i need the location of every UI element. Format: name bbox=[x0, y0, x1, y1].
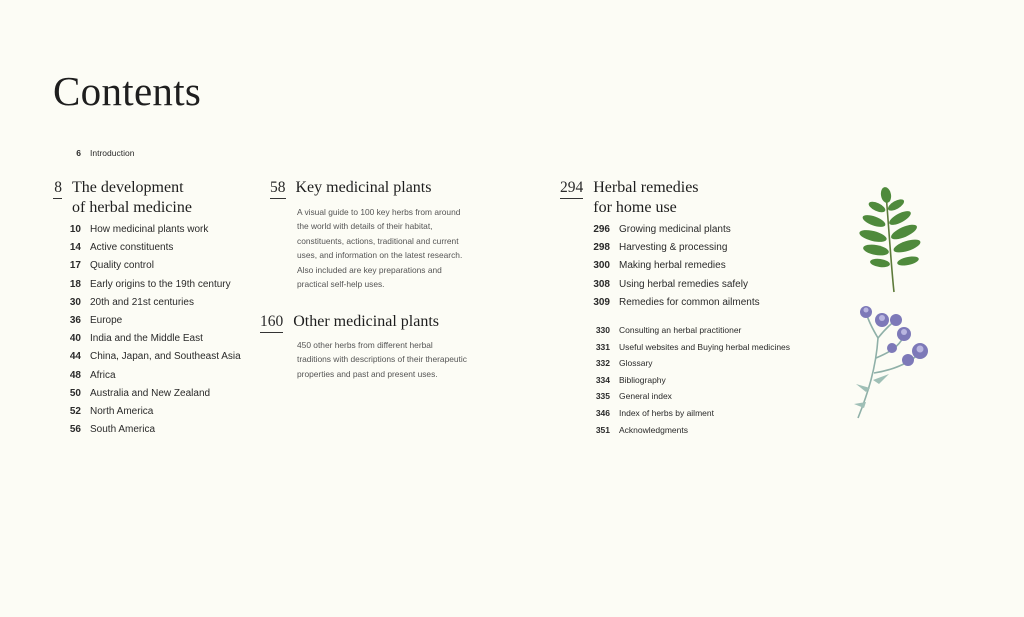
section-remedies-heading[interactable] bbox=[560, 178, 699, 217]
entry-label: Early origins to the 19th century bbox=[90, 278, 231, 290]
contents-entry[interactable] bbox=[593, 221, 760, 239]
entry-page-number: 296 bbox=[593, 224, 610, 235]
entry-page-number: 346 bbox=[595, 407, 610, 418]
entry-label: Africa bbox=[90, 369, 116, 381]
entry-page-number: 330 bbox=[595, 325, 610, 335]
contents-entry[interactable] bbox=[593, 422, 790, 439]
entry-label: General index bbox=[619, 391, 672, 402]
contents-entry[interactable] bbox=[53, 330, 241, 348]
entry-page-number: 30 bbox=[69, 296, 81, 308]
contents-entry[interactable] bbox=[53, 239, 241, 257]
entry-label: How medicinal plants work bbox=[90, 224, 209, 235]
entry-page-number: 50 bbox=[69, 387, 81, 399]
section-title: Herbal remedies for home use bbox=[593, 179, 699, 216]
entry-page-number: 18 bbox=[69, 278, 81, 290]
contents-entry[interactable] bbox=[593, 372, 790, 389]
intro-entry[interactable] bbox=[53, 148, 134, 158]
section-title: Other medicinal plants bbox=[293, 313, 439, 330]
description-line: traditions with descriptions of their therapeutic bbox=[297, 354, 467, 365]
entry-label: Using herbal remedies safely bbox=[619, 278, 748, 290]
entry-page-number: 17 bbox=[69, 260, 81, 272]
contents-entry[interactable] bbox=[53, 367, 241, 385]
sea-holly-illustration bbox=[848, 298, 938, 423]
contents-entry[interactable] bbox=[53, 257, 241, 275]
contents-entry[interactable] bbox=[53, 403, 241, 421]
contents-entry[interactable] bbox=[53, 221, 241, 239]
development-entry-list bbox=[53, 221, 241, 439]
contents-entry[interactable] bbox=[53, 348, 241, 366]
remedies-entry-list bbox=[593, 221, 760, 312]
section-development-heading[interactable] bbox=[53, 178, 192, 217]
entry-label: Australia and New Zealand bbox=[90, 387, 211, 399]
intro-page-number: 6 bbox=[76, 148, 81, 158]
contents-entry[interactable] bbox=[593, 355, 790, 372]
entry-page-number: 309 bbox=[593, 296, 610, 308]
section-page-number: 294 bbox=[560, 178, 583, 199]
section-page-number: 58 bbox=[270, 178, 286, 199]
entry-label: China, Japan, and Southeast Asia bbox=[90, 351, 241, 363]
description-line: uses, and information on the latest research. bbox=[297, 250, 463, 261]
entry-label: Useful websites and Buying herbal medicines bbox=[619, 341, 791, 352]
contents-entry[interactable] bbox=[593, 388, 790, 405]
section-page-number: 160 bbox=[260, 312, 283, 333]
entry-page-number: 308 bbox=[593, 278, 610, 290]
contents-entry[interactable] bbox=[53, 421, 241, 439]
section-key-plants-heading[interactable] bbox=[270, 178, 431, 199]
description-line: the world with details of their habitat, bbox=[297, 221, 433, 232]
entry-label: Europe bbox=[90, 314, 123, 326]
entry-label: 20th and 21st centuries bbox=[90, 296, 194, 308]
contents-entry[interactable] bbox=[53, 312, 241, 330]
back-matter-entry-list bbox=[593, 322, 790, 438]
entry-label: Acknowledgments bbox=[619, 424, 688, 435]
entry-label: North America bbox=[90, 405, 154, 417]
description-line: 450 other herbs from different herbal bbox=[297, 340, 433, 350]
contents-entry[interactable] bbox=[593, 257, 760, 275]
entry-page-number: 300 bbox=[593, 260, 610, 272]
entry-label: Making herbal remedies bbox=[619, 260, 726, 272]
section-page-number: 8 bbox=[53, 178, 62, 199]
description-line: constituents, actions, traditional and current bbox=[297, 235, 459, 246]
entry-label: India and the Middle East bbox=[90, 333, 203, 345]
entry-page-number: 351 bbox=[595, 424, 610, 435]
intro-label: Introduction bbox=[90, 148, 135, 158]
entry-label: Active constituents bbox=[90, 242, 174, 254]
entry-label: Growing medicinal plants bbox=[619, 224, 731, 235]
entry-label: Remedies for common ailments bbox=[619, 296, 760, 308]
entry-label: Consulting an herbal practitioner bbox=[619, 325, 742, 335]
contents-entry[interactable] bbox=[593, 294, 760, 312]
entry-page-number: 298 bbox=[593, 242, 610, 254]
description-line: A visual guide to 100 key herbs from around bbox=[297, 207, 461, 217]
other-plants-description bbox=[297, 338, 472, 381]
contents-entry[interactable] bbox=[53, 294, 241, 312]
entry-page-number: 36 bbox=[69, 314, 81, 326]
contents-entry[interactable] bbox=[593, 339, 790, 356]
section-title: Key medicinal plants bbox=[295, 179, 432, 196]
description-line: properties and past and present uses. bbox=[297, 368, 438, 379]
entry-page-number: 44 bbox=[69, 351, 81, 363]
entry-label: South America bbox=[90, 424, 156, 436]
entry-label: Index of herbs by ailment bbox=[619, 407, 714, 418]
entry-label: Glossary bbox=[619, 358, 653, 369]
entry-label: Harvesting & processing bbox=[619, 242, 728, 254]
entry-page-number: 332 bbox=[595, 358, 610, 369]
fern-leaf-illustration bbox=[850, 185, 930, 295]
entry-label: Bibliography bbox=[619, 374, 666, 385]
entry-page-number: 335 bbox=[595, 391, 610, 402]
entry-page-number: 10 bbox=[69, 224, 81, 235]
contents-entry[interactable] bbox=[593, 322, 790, 339]
entry-page-number: 334 bbox=[595, 374, 610, 385]
entry-page-number: 14 bbox=[69, 242, 81, 254]
entry-page-number: 52 bbox=[69, 405, 81, 417]
contents-entry[interactable] bbox=[593, 276, 760, 294]
section-other-plants-heading[interactable] bbox=[260, 312, 439, 333]
page-title: Contents bbox=[53, 68, 202, 114]
description-line: practical self-help uses. bbox=[297, 279, 385, 290]
contents-entry[interactable] bbox=[593, 405, 790, 422]
contents-entry[interactable] bbox=[593, 239, 760, 257]
entry-page-number: 40 bbox=[69, 333, 81, 345]
entry-label: Quality control bbox=[90, 260, 154, 272]
description-line: Also included are key preparations and bbox=[297, 264, 442, 275]
key-plants-description bbox=[297, 205, 472, 291]
contents-entry[interactable] bbox=[53, 276, 241, 294]
section-title: The development of herbal medicine bbox=[72, 179, 192, 216]
entry-page-number: 331 bbox=[595, 341, 610, 352]
contents-entry[interactable] bbox=[53, 385, 241, 403]
entry-page-number: 48 bbox=[69, 369, 81, 381]
entry-page-number: 56 bbox=[69, 424, 81, 436]
